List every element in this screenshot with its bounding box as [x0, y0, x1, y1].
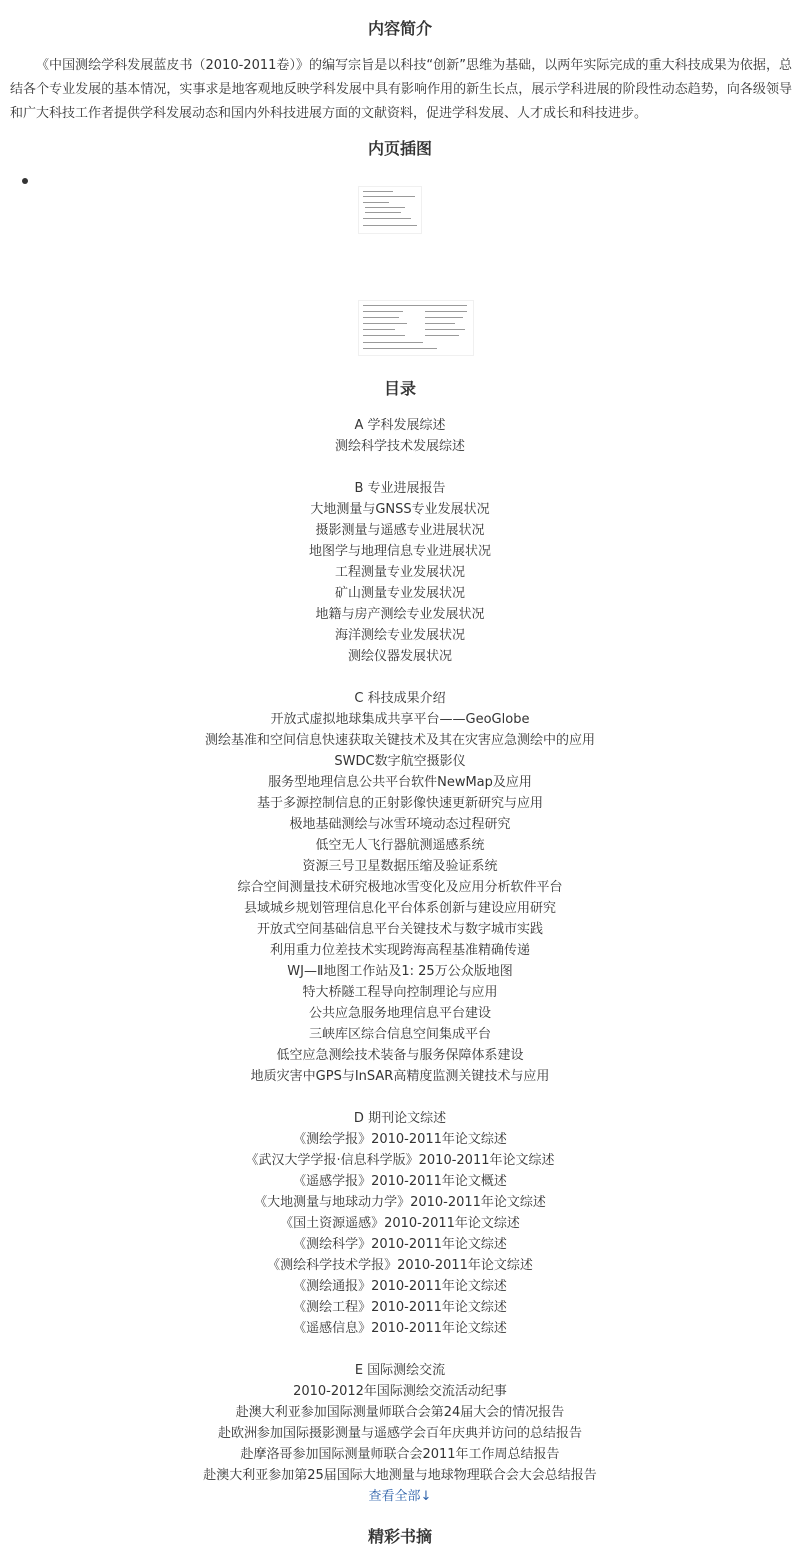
toc-item: 矿山测量专业发展状况: [334, 586, 465, 601]
toc-item: 《测绘通报》2010-2011年论文综述: [293, 1279, 507, 1294]
toc-item: 公共应急服务地理信息平台建设: [308, 1006, 491, 1021]
toc-item: 地图学与地理信息专业进展状况: [308, 544, 491, 559]
toc-item: 赴澳大利亚参加第25届国际大地测量与地球物理联合会大会总结报告: [203, 1468, 597, 1483]
toc-item: SWDC数字航空摄影仪: [334, 754, 466, 769]
toc-section-heading: D 期刊论文综述: [353, 1111, 447, 1126]
toc-item: 测绘仪器发展状况: [347, 649, 452, 664]
toc-item: 测绘科学技术发展综述: [334, 439, 465, 454]
toc-item: 《遥感信息》2010-2011年论文综述: [293, 1321, 507, 1336]
toc-item: 《测绘科学技术学报》2010-2011年论文综述: [267, 1258, 533, 1273]
toc-group: [0, 1360, 800, 1486]
toc-item: 《测绘学报》2010-2011年论文综述: [293, 1132, 507, 1147]
toc-section-heading: E 国际测绘交流: [354, 1363, 446, 1378]
toc-item: 《遥感学报》2010-2011年论文概述: [293, 1174, 507, 1189]
toc-item: 三峡库区综合信息空间集成平台: [308, 1027, 491, 1042]
excerpt-title: 精彩书摘: [367, 1527, 432, 1546]
toc-item: 低空应急测绘技术装备与服务保障体系建设: [276, 1048, 524, 1063]
intro-title: 内容简介: [367, 19, 432, 38]
toc-group: [0, 415, 800, 457]
toc-item: 利用重力位差技术实现跨海高程基准精确传递: [269, 943, 530, 958]
toc-item: 低空无人飞行器航测遥感系统: [315, 838, 485, 853]
toc-section-heading: C 科技成果介绍: [354, 691, 446, 706]
toc-item: 综合空间测量技术研究极地冰雪变化及应用分析软件平台: [237, 880, 563, 895]
toc-section-heading: A 学科发展综述: [354, 418, 446, 433]
toc-item: 县域城乡规划管理信息化平台体系创新与建设应用研究: [243, 901, 556, 916]
toc-item: 摄影测量与遥感专业进展状况: [315, 523, 485, 538]
toc-item: 工程测量专业发展状况: [334, 565, 465, 580]
toc-group: [0, 478, 800, 667]
toc-item: 测绘基准和空间信息快速获取关键技术及其在灾害应急测绘中的应用: [204, 733, 595, 748]
toc-item: 《武汉大学学报·信息科学版》2010-2011年论文综述: [245, 1153, 555, 1168]
toc-item: 《测绘工程》2010-2011年论文综述: [293, 1300, 507, 1315]
toc-section-heading: B 专业进展报告: [354, 481, 446, 496]
toc-title: 目录: [383, 379, 416, 398]
view-all-link[interactable]: 查看全部↓: [368, 1489, 432, 1504]
toc-item: 《大地测量与地球动力学》2010-2011年论文综述: [254, 1195, 546, 1210]
illustration-thumbnail-1[interactable]: [358, 186, 422, 234]
list-bullet: [22, 178, 28, 184]
toc-item: 地质灾害中GPS与InSAR高精度监测关键技术与应用: [250, 1069, 550, 1084]
toc-item: 《国土资源遥感》2010-2011年论文综述: [280, 1216, 520, 1231]
illustration-thumbnail-2[interactable]: [358, 300, 474, 356]
toc-item: 赴欧洲参加国际摄影测量与遥感学会百年庆典并访问的总结报告: [217, 1426, 582, 1441]
toc-item: 特大桥隧工程导向控制理论与应用: [302, 985, 498, 1000]
toc-item: 海洋测绘专业发展状况: [334, 628, 465, 643]
intro-text: 《中国测绘学科发展蓝皮书（2010-2011卷）》的编写宗旨是以科技“创新”思维为基础，以两年实际完成的重大科技成果为依据，总结各个专业发展的基本情况，实事求是地客观地反映学科发展中具有影响作用的新生长点，展示学科进展的阶段性动态趋势，向各级领导和广大科技工作者提供学科发展动态和国内外科技进展方面的文献资料，促进学科发展、人才成长和科技进步。: [10, 58, 792, 121]
toc-item: 地籍与房产测绘专业发展状况: [315, 607, 485, 622]
toc-group: [0, 688, 800, 1087]
toc-item: 基于多源控制信息的正射影像快速更新研究与应用: [256, 796, 543, 811]
table-of-contents: [0, 415, 800, 1507]
toc-item: 开放式虚拟地球集成共享平台——GeoGlobe: [270, 712, 530, 727]
toc-item: 开放式空间基础信息平台关键技术与数字城市实践: [256, 922, 543, 937]
toc-item: WJ—Ⅱ地图工作站及1: 25万公众版地图: [287, 964, 513, 979]
toc-item: 《测绘科学》2010-2011年论文综述: [293, 1237, 507, 1252]
toc-item: 赴摩洛哥参加国际测量师联合会2011年工作周总结报告: [240, 1447, 560, 1462]
illustrations-title: 内页插图: [367, 139, 432, 158]
toc-item: 2010-2012年国际测绘交流活动纪事: [293, 1384, 507, 1399]
toc-group: [0, 1108, 800, 1339]
toc-item: 资源三号卫星数据压缩及验证系统: [302, 859, 498, 874]
toc-item: 大地测量与GNSS专业发展状况: [310, 502, 490, 517]
toc-item: 赴澳大利亚参加国际测量师联合会第24届大会的情况报告: [235, 1405, 565, 1420]
toc-item: 服务型地理信息公共平台软件NewMap及应用: [268, 775, 532, 790]
toc-item: 极地基础测绘与冰雪环境动态过程研究: [289, 817, 511, 832]
